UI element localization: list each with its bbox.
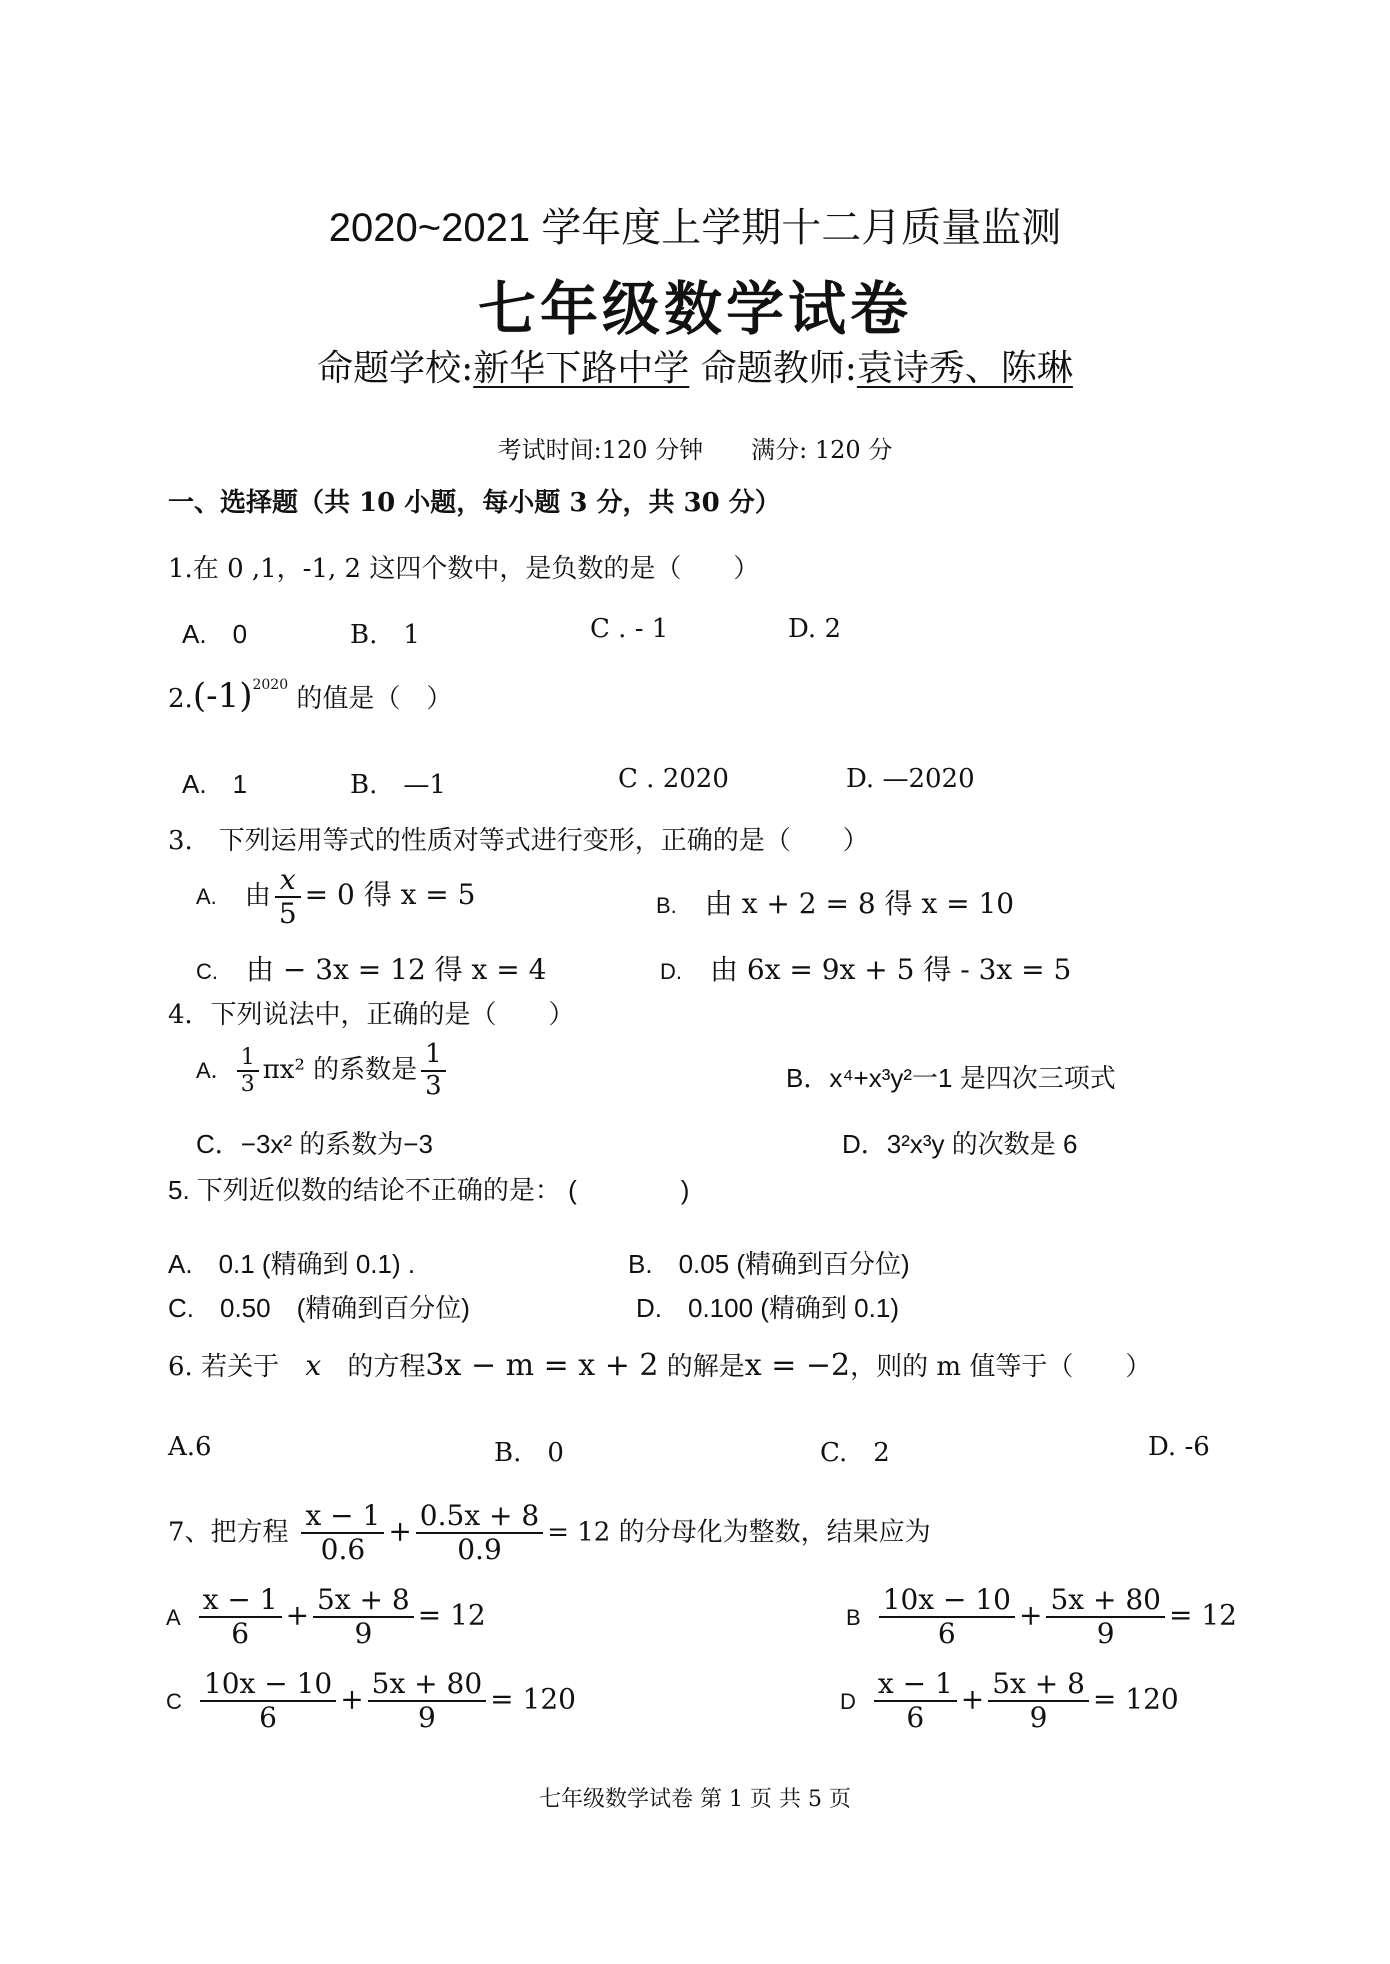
teacher-label: 命题教师:: [700, 348, 857, 389]
q4-option-c: C．−3x² 的系数为−3: [196, 1129, 433, 1159]
exam-info: 考试时间:120 分钟 满分: 120 分: [497, 436, 893, 464]
q4-a-denominator-1: 3: [240, 1071, 255, 1097]
q3-d-label: D.: [660, 959, 682, 984]
q2-suffix: 的值是（ ）: [288, 684, 453, 714]
q2-option-d: D. —2020: [846, 764, 975, 794]
q7-c-fraction-2: [368, 1668, 487, 1734]
q1-option-d: D. 2: [788, 614, 841, 644]
q6-equation: 3x − m = x + 2: [425, 1348, 659, 1383]
q6-stem-c: 的解是: [666, 1352, 745, 1382]
question-7-stem: 7、把方程 $\frac{x - 1}{0.6}$ + $\frac{0.5x + 8}{0.9}$ = 12 的分母化为整数，结果应为: [168, 1499, 931, 1567]
q6-option-a: A.6: [168, 1432, 212, 1462]
q5-option-a: A. 0.1 (精确到 0.1) .: [168, 1249, 416, 1279]
q2-option-c: C . 2020: [618, 764, 729, 794]
question-2-stem: [168, 676, 452, 716]
author-line: [0, 340, 1390, 391]
q3-option-a: [196, 864, 476, 930]
q7-numerator-2: 0.5x + 8: [416, 1500, 543, 1534]
q3-a-numerator: x: [275, 864, 301, 898]
page-footer: 七年级数学试卷 第 1 页 共 5 页: [539, 1787, 851, 1812]
q4-a-fraction-2: [421, 1040, 446, 1102]
q6-option-c: C. 2: [820, 1438, 890, 1468]
q2-prefix: 2.: [168, 684, 193, 714]
q4-a-label: A．: [196, 1057, 233, 1083]
q7-b-numerator-1: 10x − 10: [879, 1584, 1015, 1618]
question-6-stem: [168, 1346, 1151, 1383]
q7-c-numerator-2: 5x + 80: [368, 1668, 487, 1702]
q7-a-label: A: [166, 1604, 181, 1630]
q7-a-numerator-2: 5x + 8: [313, 1584, 414, 1618]
q7-d-denominator-1: 6: [906, 1701, 925, 1735]
q7-c-denominator-2: 9: [418, 1701, 436, 1735]
q4-a-numerator-1: 1: [237, 1045, 259, 1072]
q7-b-fraction-2: [1046, 1584, 1165, 1650]
q6-option-d: D. -6: [1148, 1432, 1210, 1462]
q7-b-numerator-2: 5x + 80: [1046, 1584, 1165, 1618]
question-5-stem: 5. 下列近似数的结论不正确的是： ( ): [168, 1175, 690, 1205]
q7-a-numerator-1: x − 1: [199, 1584, 282, 1618]
q7-fraction-2: [416, 1500, 543, 1566]
q5-option-b: B. 0.05 (精确到百分位): [628, 1249, 910, 1279]
q3-a-denominator: 5: [278, 897, 297, 931]
q6-option-b: B. 0: [494, 1438, 564, 1468]
q7-c-denominator-1: 6: [259, 1701, 277, 1735]
q3-a-pre: 由: [244, 881, 271, 912]
question-1-stem: 1.在 0 ,1，-1, 2 这四个数中，是负数的是（ ）: [168, 554, 760, 584]
q6-stem-a: 6. 若关于: [168, 1352, 280, 1382]
school-label: 命题学校:: [317, 348, 474, 389]
q3-option-b: [656, 882, 1014, 922]
q6-stem-b: 的方程: [347, 1352, 426, 1382]
q1-option-a: A. 0: [182, 619, 248, 649]
q7-a-denominator-1: 6: [231, 1617, 250, 1651]
q4-option-a: [196, 1040, 450, 1102]
q7-d-label: D: [840, 1688, 856, 1714]
school-name: 新华下路中学: [473, 348, 690, 389]
q7-option-c: C $\frac{10x - 10}{6}$ + $\frac{5x + 80}{9}$ = 120: [166, 1667, 576, 1735]
teacher-names: 袁诗秀、陈琳: [856, 348, 1073, 389]
q5-option-d: D. 0.100 (精确到 0.1): [636, 1293, 899, 1323]
section-heading: 一、选择题（共 10 小题，每小题 3 分，共 30 分）: [168, 488, 781, 518]
q3-c-label: C.: [196, 959, 218, 984]
q7-stem-a: 7、把方程: [168, 1517, 289, 1548]
q7-numerator-1: x − 1: [301, 1500, 384, 1534]
q1-option-c: C . - 1: [590, 614, 669, 644]
q7-c-label: C: [166, 1688, 182, 1714]
q7-fraction-1: [301, 1500, 384, 1566]
q7-c-fraction-1: [200, 1668, 336, 1734]
q7-c-rhs: = 120: [490, 1682, 576, 1716]
q7-denominator-2: 0.9: [457, 1533, 502, 1567]
q3-d-text: 由 6x = 9x + 5 得 - 3x = 5: [710, 953, 1072, 986]
q3-b-text: 由 x + 2 = 8 得 x = 10: [704, 887, 1015, 920]
q6-variable: x: [305, 1349, 322, 1382]
q7-d-rhs: = 120: [1092, 1682, 1179, 1716]
q7-option-d: D $\frac{x - 1}{6}$ + $\frac{5x + 8}{9}$ = 120: [840, 1667, 1179, 1735]
q7-c-numerator-1: 10x − 10: [200, 1668, 336, 1702]
q7-b-denominator-1: 6: [937, 1617, 956, 1651]
q7-b-label: B: [846, 1604, 861, 1630]
q7-stem-b: = 12 的分母化为整数，结果应为: [547, 1517, 931, 1548]
q7-b-fraction-1: [879, 1584, 1015, 1650]
q7-option-a: A $\frac{x - 1}{6}$ + $\frac{5x + 8}{9}$ = 12: [166, 1583, 486, 1651]
q2-option-a: A. 1: [182, 769, 248, 799]
q4-a-numerator-2: 1: [421, 1040, 446, 1072]
q1-option-b: B. 1: [350, 620, 420, 650]
q3-option-d: [660, 948, 1071, 988]
q7-d-fraction-2: [988, 1668, 1089, 1734]
q7-denominator-1: 0.6: [320, 1533, 366, 1567]
q4-option-d: D．3²x³y 的次数是 6: [842, 1129, 1078, 1159]
q7-d-numerator-1: x − 1: [874, 1668, 957, 1702]
q3-a-fraction: [275, 864, 301, 930]
q2-base: (-1): [192, 676, 253, 716]
q4-option-b: B．x⁴+x³y²一1 是四次三项式: [786, 1063, 1116, 1093]
q5-option-c: C. 0.50 (精确到百分位): [168, 1293, 470, 1323]
question-3-stem: 3. 下列运用等式的性质对等式进行变形，正确的是（ ）: [168, 826, 869, 856]
q7-d-fraction-1: [874, 1668, 957, 1734]
q3-c-text: 由 − 3x = 12 得 x = 4: [246, 953, 547, 986]
q2-exponent: 2020: [252, 677, 289, 693]
q7-b-rhs: = 12: [1168, 1598, 1237, 1632]
q7-d-numerator-2: 5x + 8: [988, 1668, 1089, 1702]
q7-a-fraction-1: [199, 1584, 282, 1650]
q7-d-denominator-2: 9: [1029, 1701, 1048, 1735]
q7-option-b: B $\frac{10x - 10}{6}$ + $\frac{5x + 80}{9}$ = 12: [846, 1583, 1237, 1651]
q3-b-label: B.: [656, 893, 677, 918]
q4-a-mid: πx² 的系数是: [262, 1054, 418, 1085]
q3-a-post: = 0 得 x = 5: [304, 878, 476, 912]
exam-series-title: 2020~2021 学年度上学期十二月质量监测: [328, 206, 1062, 250]
q6-solution: x = −2: [744, 1348, 851, 1383]
main-title: 七年级数学试卷: [477, 275, 912, 343]
q3-a-label: A.: [196, 884, 217, 910]
q3-option-c: [196, 948, 546, 988]
q4-a-fraction-1: [237, 1045, 259, 1098]
q7-b-denominator-2: 9: [1096, 1617, 1115, 1651]
question-4-stem: 4．下列说法中，正确的是（ ）: [168, 1000, 575, 1030]
q7-a-denominator-2: 9: [354, 1617, 373, 1651]
q7-a-fraction-2: [313, 1584, 414, 1650]
q7-a-rhs: = 12: [417, 1598, 486, 1632]
q2-option-b: B. —1: [350, 770, 446, 800]
q6-stem-d: ，则的 m 值等于（ ）: [850, 1352, 1152, 1382]
q4-a-denominator-2: 3: [425, 1070, 442, 1101]
